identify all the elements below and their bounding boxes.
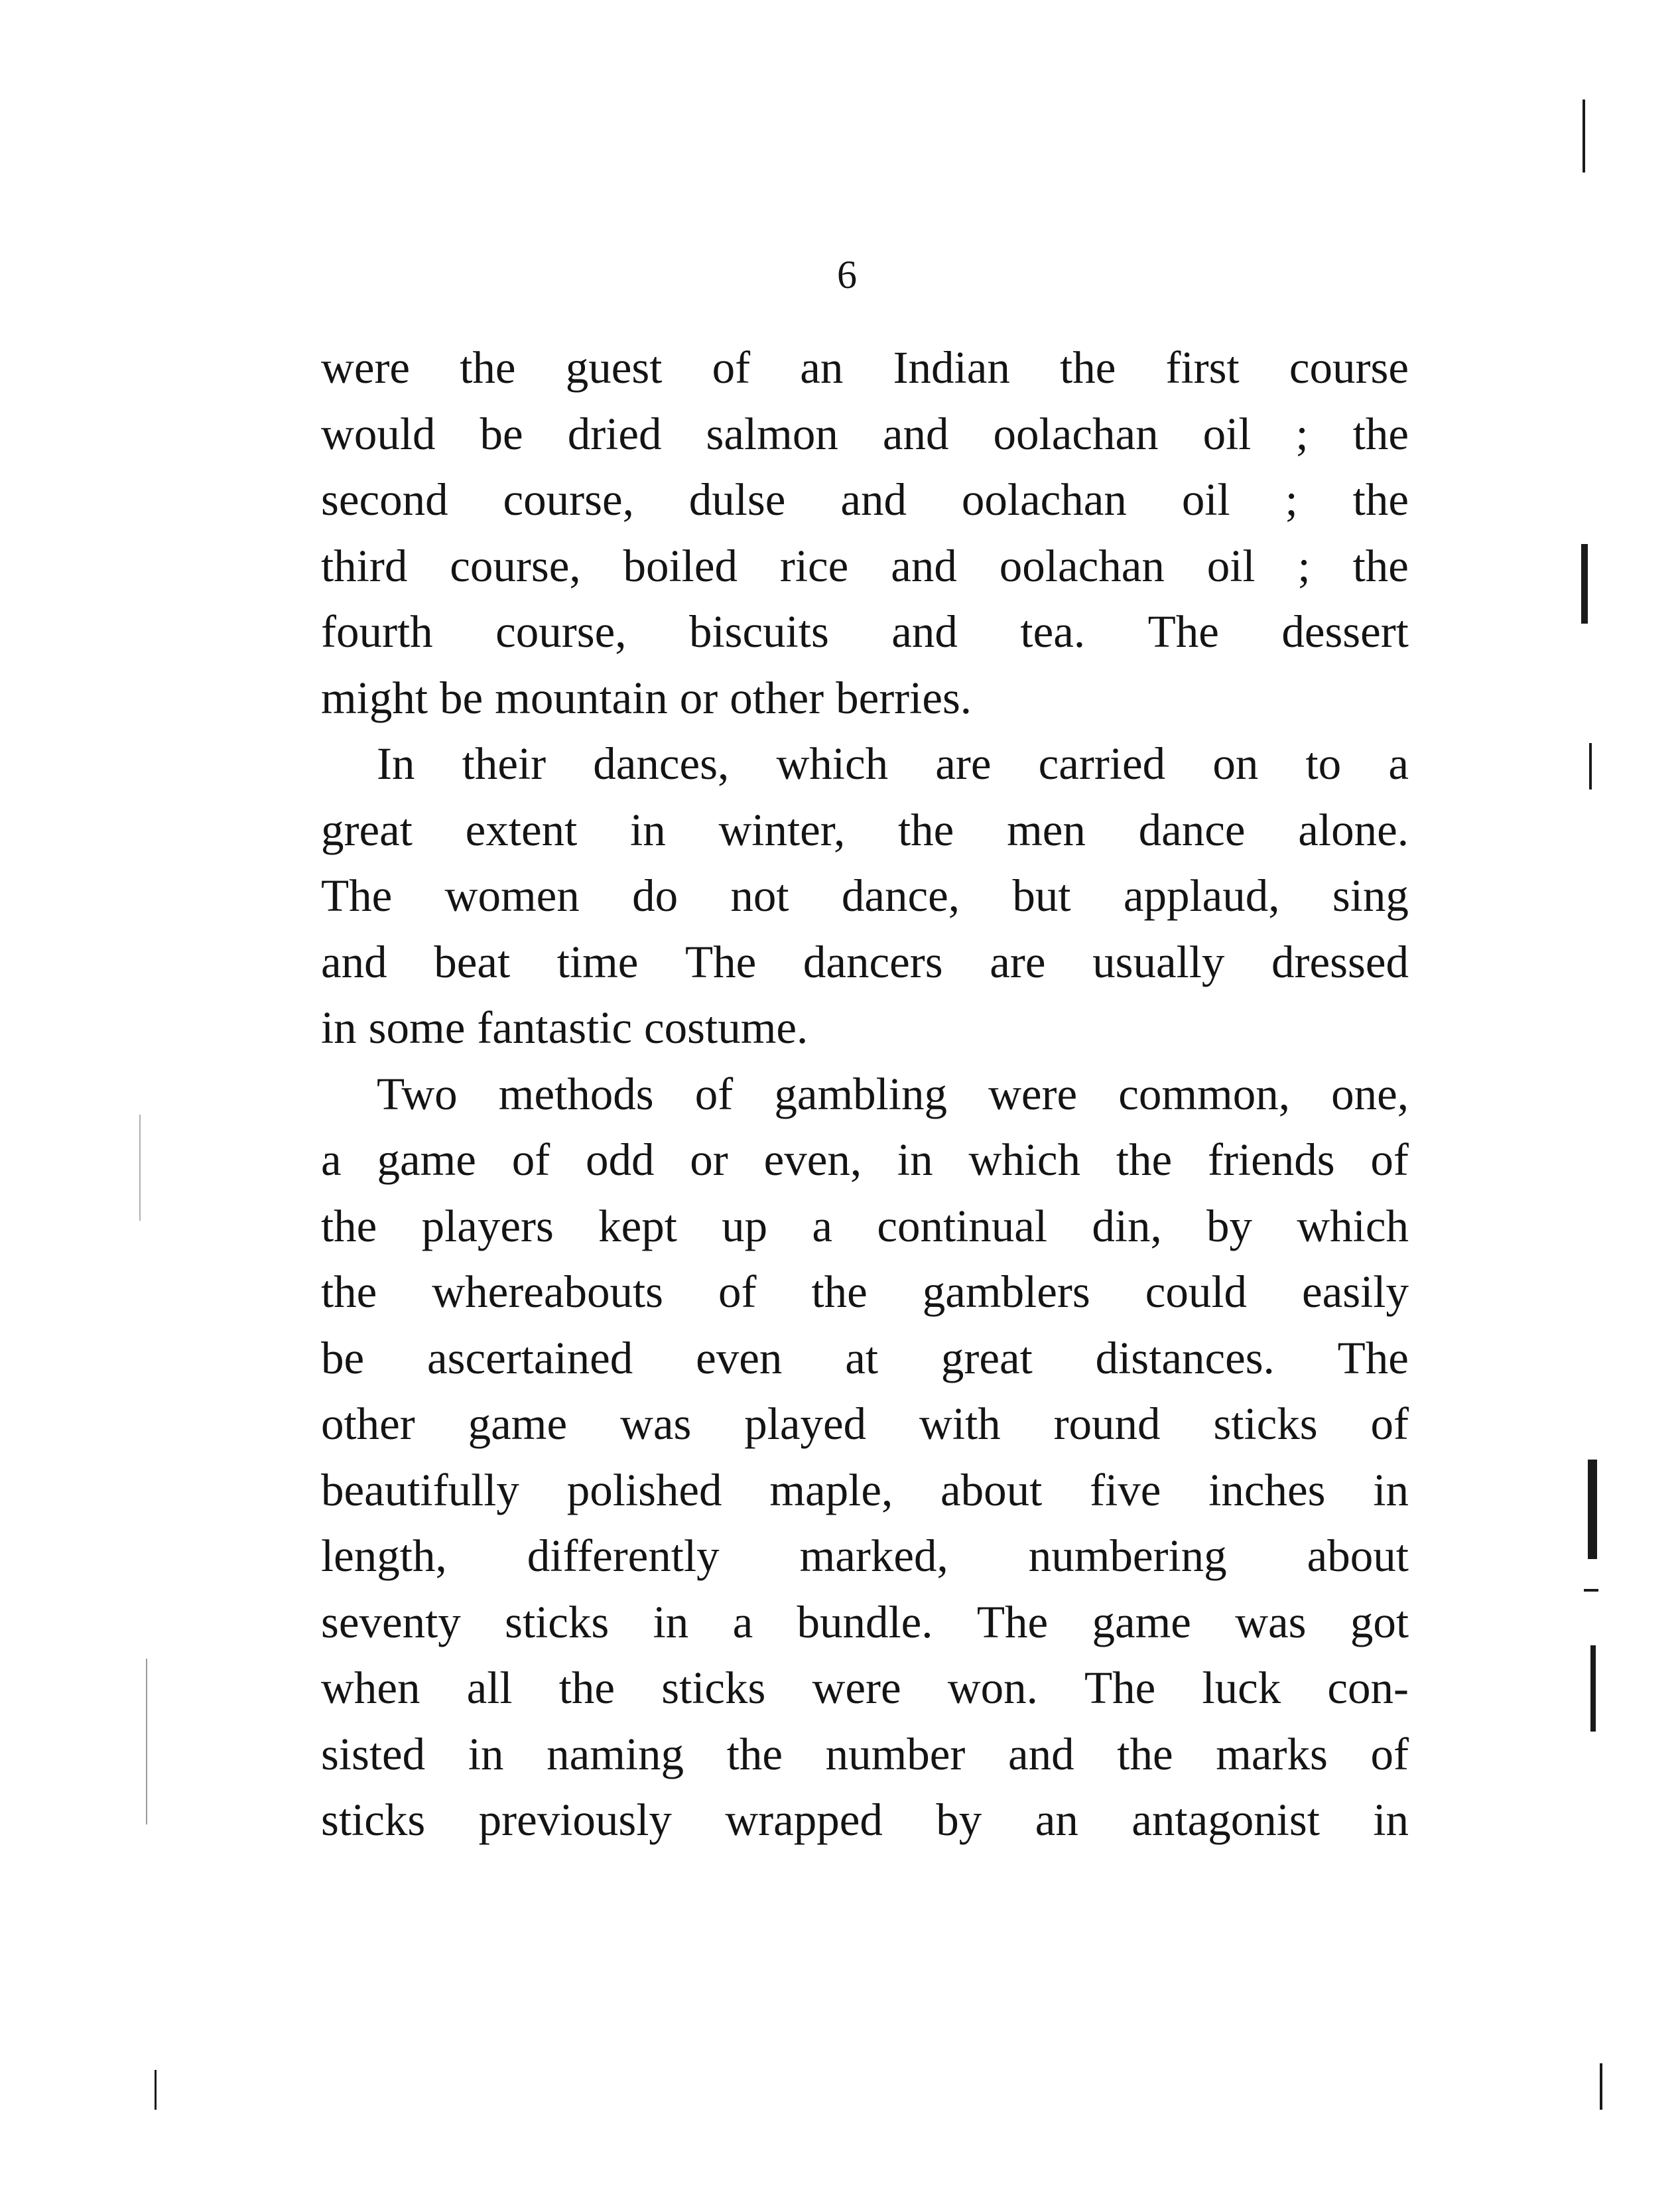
body-text — [321, 335, 1409, 1854]
scan-mark — [1589, 743, 1592, 789]
scan-mark — [1583, 100, 1585, 172]
scan-mark — [1581, 544, 1588, 624]
text-line: The women do not dance, but applaud, sing — [321, 870, 1409, 921]
scan-mark — [139, 1115, 141, 1221]
text-line: be ascertained even at great distances. The — [321, 1332, 1409, 1383]
text-line: length, differently marked, numbering about — [321, 1531, 1409, 1581]
text-line: the whereabouts of the gamblers could easily — [321, 1266, 1409, 1317]
text-line: beautifully polished maple, about five inches in — [321, 1464, 1409, 1515]
text-line: and beat time The dancers are usually dressed — [321, 936, 1409, 987]
text-line: great extent in winter, the men dance alone. — [321, 804, 1409, 855]
text-line: fourth course, biscuits and tea. The dessert — [321, 606, 1409, 657]
text-line: sticks previously wrapped by an antagonist in — [321, 1795, 1409, 1845]
text-line: sisted in naming the number and the marks of — [321, 1728, 1409, 1779]
text-line: Two methods of gambling were common, one, — [377, 1068, 1409, 1119]
text-line: a game of odd or even, in which the friends of — [321, 1134, 1409, 1185]
scan-mark — [146, 1659, 147, 1824]
text-line: would be dried salmon and oolachan oil ; the — [321, 408, 1409, 459]
text-line: other game was played with round sticks of — [321, 1399, 1409, 1449]
text-line: seventy sticks in a bundle. The game was got — [321, 1596, 1409, 1647]
scan-mark — [155, 2070, 157, 2110]
text-line: in some fantastic costume. — [321, 1002, 808, 1053]
text-line: when all the sticks were won. The luck con- — [321, 1663, 1409, 1713]
text-line: might be mountain or other berries. — [321, 672, 972, 723]
text-line: third course, boiled rice and oolachan oil ; the — [321, 540, 1409, 591]
text-line: were the guest of an Indian the first course — [321, 342, 1409, 393]
scan-mark — [1590, 1645, 1596, 1732]
text-line: second course, dulse and oolachan oil ; the — [321, 474, 1409, 525]
text-line: In their dances, which are carried on to a — [377, 738, 1409, 789]
scan-mark — [1600, 2063, 1602, 2110]
page-number: 6 — [837, 253, 857, 297]
text-line: the players kept up a continual din, by which — [321, 1200, 1409, 1251]
scan-mark — [1588, 1460, 1597, 1559]
scan-mark — [1584, 1589, 1598, 1592]
